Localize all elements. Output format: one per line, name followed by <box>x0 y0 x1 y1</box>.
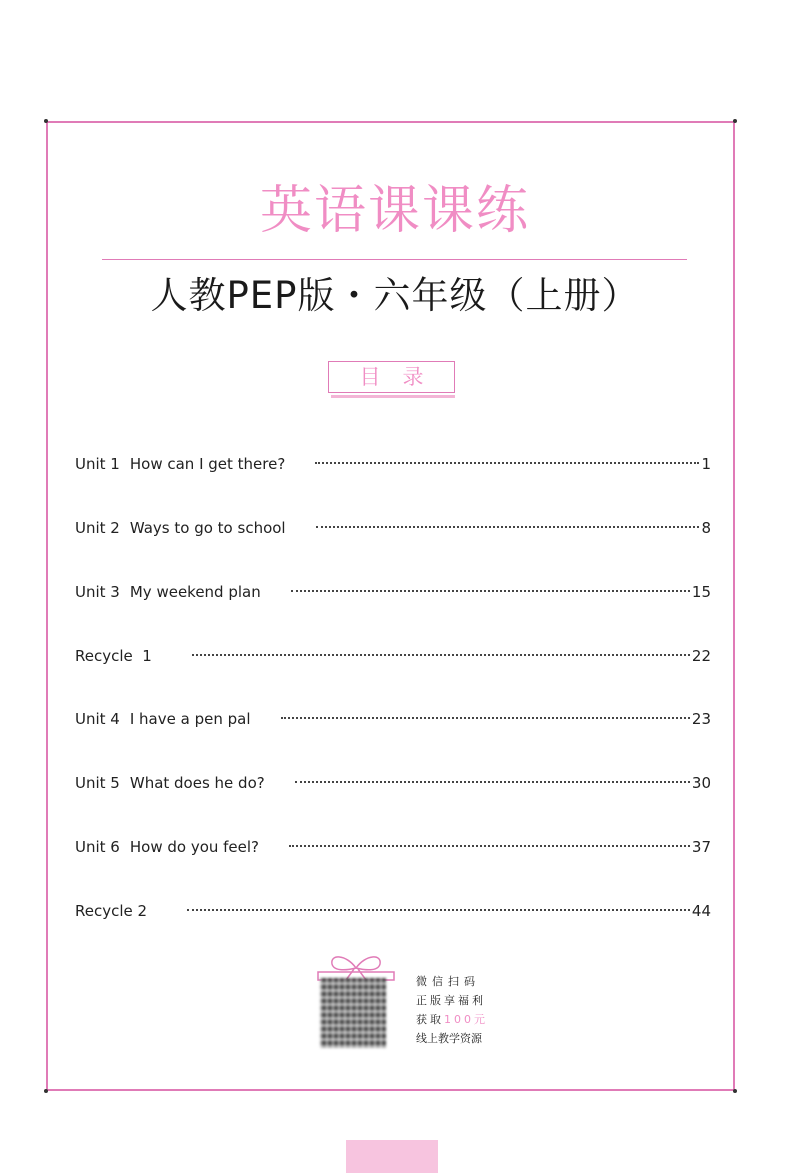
toc-leader-dots <box>315 462 699 464</box>
toc-entry-unit-4[interactable] <box>75 703 711 727</box>
toc-topic-label: My weekend plan <box>129 583 261 601</box>
promo-text <box>416 972 488 1048</box>
toc-entry-recycle-2[interactable] <box>75 895 711 919</box>
frame-corner-mark <box>733 1089 737 1093</box>
toc-leader-dots <box>281 717 690 719</box>
promo-line-2 <box>416 991 488 1010</box>
toc-page-number: 23 <box>691 710 711 728</box>
frame-corner-mark <box>733 119 737 123</box>
book-subtitle: 人教PEP版・六年级（上册） <box>150 274 640 317</box>
qr-code-icon[interactable] <box>320 978 386 1048</box>
toc-entry-unit-3[interactable] <box>75 576 711 600</box>
page-edge-tab <box>346 1140 438 1173</box>
toc-leader-dots <box>316 526 700 528</box>
toc-unit-label: Recycle 1 <box>75 647 152 665</box>
toc-topic-label: Ways to go to school <box>129 519 286 537</box>
promo-line-3-prefix: 获取 <box>416 1013 444 1026</box>
promo-line-4: 线上教学资源 <box>416 1032 482 1045</box>
frame-corner-mark <box>44 119 48 123</box>
toc-page-number: 30 <box>691 774 711 792</box>
promo-line-1: 微信扫码 <box>416 975 480 988</box>
toc-entry-unit-6[interactable] <box>75 831 711 855</box>
toc-unit-label: Unit 6 <box>75 838 120 856</box>
promo-line-3-highlight: 100元 <box>444 1013 488 1026</box>
toc-leader-dots <box>187 909 690 911</box>
toc-unit-label: Unit 2 <box>75 519 120 537</box>
promo-qr-block <box>316 952 396 1054</box>
toc-unit-label: Unit 1 <box>75 455 120 473</box>
toc-leader-dots <box>291 590 690 592</box>
page-frame <box>46 121 735 1091</box>
toc-topic-label: How can I get there? <box>129 455 286 473</box>
toc-topic-label: I have a pen pal <box>129 710 251 728</box>
toc-entry-unit-1[interactable] <box>75 448 711 472</box>
toc-entry-unit-5[interactable] <box>75 767 711 791</box>
toc-topic-label: What does he do? <box>129 774 265 792</box>
toc-page-number: 1 <box>701 455 711 473</box>
toc-page-number: 22 <box>691 647 711 665</box>
book-title: 英语课课练 <box>259 181 530 241</box>
promo-line-2-text: 正版享福利 <box>416 994 486 1007</box>
title-divider <box>102 259 687 260</box>
toc-entry-recycle-1[interactable] <box>75 640 711 664</box>
promo-line-3 <box>416 1010 488 1029</box>
toc-unit-label: Unit 4 <box>75 710 120 728</box>
toc-entry-unit-2[interactable] <box>75 512 711 536</box>
toc-unit-label: Unit 5 <box>75 774 120 792</box>
toc-topic-label: How do you feel? <box>129 838 260 856</box>
toc-leader-dots <box>295 781 690 783</box>
toc-heading: 目录 <box>328 361 455 393</box>
toc-leader-dots <box>289 845 690 847</box>
frame-corner-mark <box>44 1089 48 1093</box>
toc-unit-label: Recycle 2 <box>75 902 148 920</box>
toc-leader-dots <box>192 654 690 656</box>
toc-heading-shadow <box>331 395 455 398</box>
toc-page-number: 8 <box>701 519 711 537</box>
toc-page-number: 15 <box>691 583 711 601</box>
toc-page-number: 37 <box>691 838 711 856</box>
toc-unit-label: Unit 3 <box>75 583 120 601</box>
toc-page-number: 44 <box>691 902 711 920</box>
